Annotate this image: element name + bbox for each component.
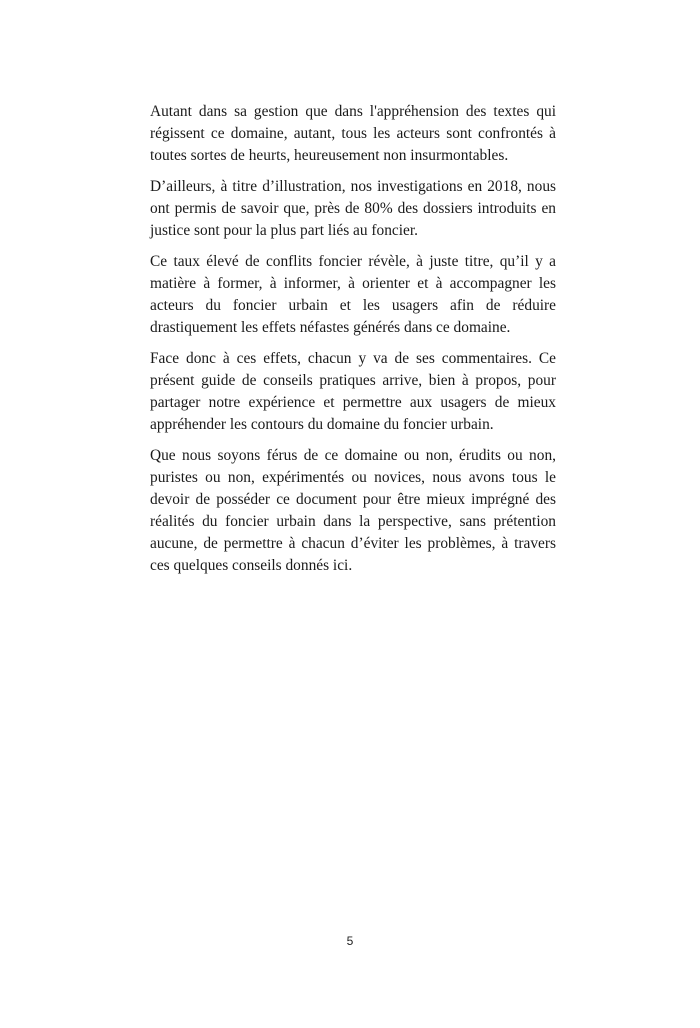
paragraph-4: Face donc à ces effets, chacun y va de ses commentaires. Ce présent guide de conseils pratiques arrive, bien à propos, pour partager notre expérience et permettre aux usagers de mieux appréhender les contours du domaine du foncier urbain. bbox=[150, 350, 556, 433]
paragraph-3: Ce taux élevé de conflits foncier révèle, à juste titre, qu’il y a matière à former, à informer, à orienter et à accompagner les acteurs du foncier urbain et les usagers afin de réduire drastiquement les effets néfastes générés dans ce domaine. bbox=[150, 253, 556, 336]
body-text bbox=[150, 101, 556, 586]
paragraph-1: Autant dans sa gestion que dans l'appréhension des textes qui régissent ce domaine, autant, tous les acteurs sont confrontés à toutes sortes de heurts, heureusement non insurmontables. bbox=[150, 103, 556, 164]
page-number: 5 bbox=[346, 934, 354, 948]
paragraph-2: D’ailleurs, à titre d’illustration, nos investigations en 2018, nous ont permis de savoir que, près de 80% des dossiers introduits en justice sont pour la plus part liés au foncier. bbox=[150, 178, 556, 239]
paragraph-5: Que nous soyons férus de ce domaine ou non, érudits ou non, puristes ou non, expérimentés ou novices, nous avons tous le devoir de posséder ce document pour être mieux imprégné des réalités du foncier urbain dans la perspective, sans prétention aucune, de permettre à chacun d’éviter les problèmes, à travers ces quelques conseils donnés ici. bbox=[150, 447, 556, 574]
